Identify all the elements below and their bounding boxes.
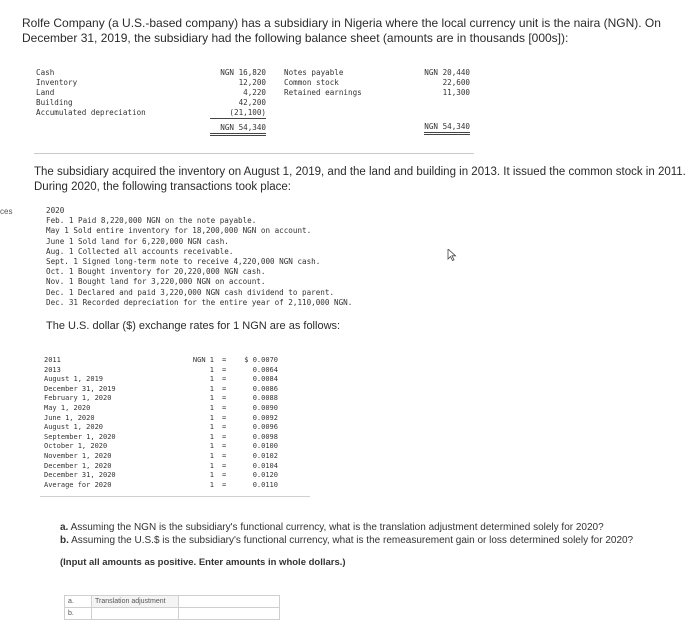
question-a-label: a. [60, 522, 69, 533]
rate-usd: 0.0088 [252, 394, 278, 403]
rate-usd: 0.0102 [252, 451, 278, 460]
transaction-item: Aug. 1 Collected all accounts receivable. [46, 246, 234, 256]
rate-equals: = [222, 423, 227, 432]
answer-row-a [65, 596, 280, 608]
rates-title: The U.S. dollar ($) exchange rates for 1 NGN are as follows: [46, 320, 341, 332]
rate-date: 2011 [44, 356, 61, 364]
rate-usd: 0.0090 [252, 403, 278, 412]
transaction-item: June 1 Sold land for 6,220,000 NGN cash. [46, 236, 229, 246]
rate-ngn: NGN 1 [192, 356, 214, 364]
transaction-item: Dec. 31 Recorded depreciation for the entire year of 2,110,000 NGN. [46, 297, 353, 307]
rate-date: December 1, 2020 [44, 461, 112, 470]
asset-value: 12,200 [238, 78, 266, 87]
rate-usd: 0.0098 [252, 432, 278, 441]
rate-ngn: 1 [209, 375, 214, 384]
rate-date: June 1, 2020 [44, 413, 95, 422]
rate-date: October 1, 2020 [44, 442, 108, 451]
transaction-list [46, 206, 352, 308]
rate-usd: 0.0092 [252, 413, 278, 422]
questions [60, 522, 633, 547]
rate-equals: = [222, 403, 227, 412]
transaction-item: Feb. 1 Paid 8,220,000 NGN on the note payable. [46, 216, 257, 226]
rate-usd: 0.0120 [252, 471, 278, 480]
question-a [60, 522, 633, 535]
rate-ngn: 1 [209, 471, 214, 480]
liability-total: NGN 54,340 [424, 122, 470, 135]
asset-value: 4,220 [243, 88, 266, 97]
rate-usd: 0.0100 [252, 442, 278, 451]
divider [34, 153, 474, 154]
rate-ngn: 1 [209, 413, 214, 422]
rate-date: September 1, 2020 [44, 432, 116, 441]
liability-values [424, 68, 470, 135]
liability-value: 22,600 [442, 78, 470, 87]
rate-date: August 1, 2020 [44, 423, 104, 432]
rate-equals: = [222, 413, 227, 422]
liability-label: Common stock [284, 78, 339, 87]
transaction-item: Oct. 1 Bought inventory for 20,220,000 NGN cash. [46, 267, 266, 277]
rate-equals: = [222, 356, 227, 364]
rate-ngn: 1 [209, 394, 214, 403]
answer-input-a[interactable] [179, 596, 280, 608]
liability-value: NGN 20,440 [424, 68, 470, 77]
rate-equals: = [222, 384, 227, 393]
liability-label: Notes payable [284, 68, 344, 77]
asset-label: Accumulated depreciation [36, 108, 146, 117]
asset-values [210, 68, 266, 136]
asset-value: (21,100) [210, 108, 266, 119]
asset-labels [36, 68, 186, 118]
rate-date: August 1, 2019 [44, 375, 104, 384]
rate-date: Average for 2020 [44, 480, 112, 489]
rate-date: December 31, 2019 [44, 384, 116, 393]
rate-equals: = [222, 365, 227, 374]
asset-total: NGN 54,340 [210, 123, 266, 136]
question-b-text: Assuming the U.S.$ is the subsidiary's functional currency, what is the remeasurement gain or loss determined solely for 2020? [71, 534, 634, 546]
rate-usd: 0.0064 [252, 365, 278, 374]
transaction-item: Nov. 1 Bought land for 3,220,000 NGN on account. [46, 277, 266, 287]
rate-ngn: 1 [209, 384, 214, 393]
asset-label: Inventory [36, 78, 78, 87]
rate-equals: = [222, 432, 227, 441]
asset-value: NGN 16,820 [220, 68, 266, 77]
question-b [60, 535, 633, 548]
transaction-year: 2020 [46, 206, 65, 215]
side-tab[interactable]: ces [0, 207, 13, 216]
liability-label: Retained earnings [284, 88, 362, 97]
rate-usd-col [234, 356, 278, 490]
rate-ngn: 1 [209, 451, 214, 460]
rate-ngn: 1 [209, 365, 214, 374]
cursor-icon [447, 249, 457, 261]
transaction-item: May 1 Sold entire inventory for 18,200,000 NGN on account. [46, 226, 312, 236]
rate-ngn: 1 [209, 403, 214, 412]
answer-row-b-header [92, 608, 179, 620]
rate-usd: 0.0110 [252, 480, 278, 489]
rate-eq-col [222, 356, 230, 490]
rate-equals: = [222, 394, 227, 403]
problem-intro: Rolfe Company (a U.S.-based company) has a subsidiary in Nigeria where the local currency unit is the naira (NGN). On December 31, 2019, the subsidiary had the following balance sheet (amounts are in thousands [000s]): [22, 16, 661, 45]
rate-ngn: 1 [209, 432, 214, 441]
rate-equals: = [222, 480, 227, 489]
asset-label: Cash [36, 68, 55, 77]
question-a-text: Assuming the NGN is the subsidiary's functional currency, what is the translation adjustment determined solely for 2020? [70, 522, 604, 533]
answer-row-a-header: Translation adjustment [92, 596, 179, 608]
answer-row-b-label: b. [65, 608, 92, 620]
rate-ngn: 1 [209, 442, 214, 451]
rate-usd: 0.0096 [252, 423, 278, 432]
rate-equals: = [222, 461, 227, 470]
rate-usd: 0.0086 [252, 384, 278, 393]
rate-equals: = [222, 451, 227, 460]
question-b-label: b. [60, 534, 69, 546]
transaction-item: Sept. 1 Signed long-term note to receive 4,220,000 NGN cash. [46, 257, 321, 267]
rate-usd: 0.0104 [252, 461, 278, 470]
rate-ngn-col [182, 356, 214, 490]
rate-ngn: 1 [209, 461, 214, 470]
input-instruction: (Input all amounts as positive. Enter amounts in whole dollars.) [60, 557, 346, 568]
answer-table [64, 595, 280, 620]
transaction-item: Dec. 1 Declared and paid 3,220,000 NGN cash dividend to parent. [46, 287, 335, 297]
answer-row-a-label: a. [65, 596, 92, 608]
rate-date: November 1, 2020 [44, 451, 112, 460]
transactions-intro: The subsidiary acquired the inventory on August 1, 2019, and the land and building in 2013. It issued the common stock in 2011. During 2020, the following transactions took place: [34, 166, 686, 193]
rate-ngn: 1 [209, 423, 214, 432]
balance-sheet [34, 62, 472, 154]
rate-usd: 0.0084 [252, 375, 278, 384]
rate-date: December 31, 2020 [44, 471, 116, 480]
answer-row-b [65, 608, 280, 620]
rate-date: 2013 [44, 365, 61, 374]
asset-value: 42,200 [238, 98, 266, 107]
divider [40, 496, 310, 497]
liability-value: 11,300 [442, 88, 470, 97]
asset-label: Building [36, 98, 73, 107]
rate-equals: = [222, 442, 227, 451]
rate-usd: $ 0.0070 [244, 356, 278, 364]
answer-input-b[interactable] [179, 608, 280, 620]
asset-label: Land [36, 88, 55, 97]
rate-ngn: 1 [209, 480, 214, 489]
rate-date: February 1, 2020 [44, 394, 112, 403]
rate-dates [44, 356, 174, 490]
rate-equals: = [222, 375, 227, 384]
rate-equals: = [222, 471, 227, 480]
exchange-rate-table [40, 346, 308, 496]
liability-labels [284, 68, 404, 98]
rate-date: May 1, 2020 [44, 403, 91, 412]
